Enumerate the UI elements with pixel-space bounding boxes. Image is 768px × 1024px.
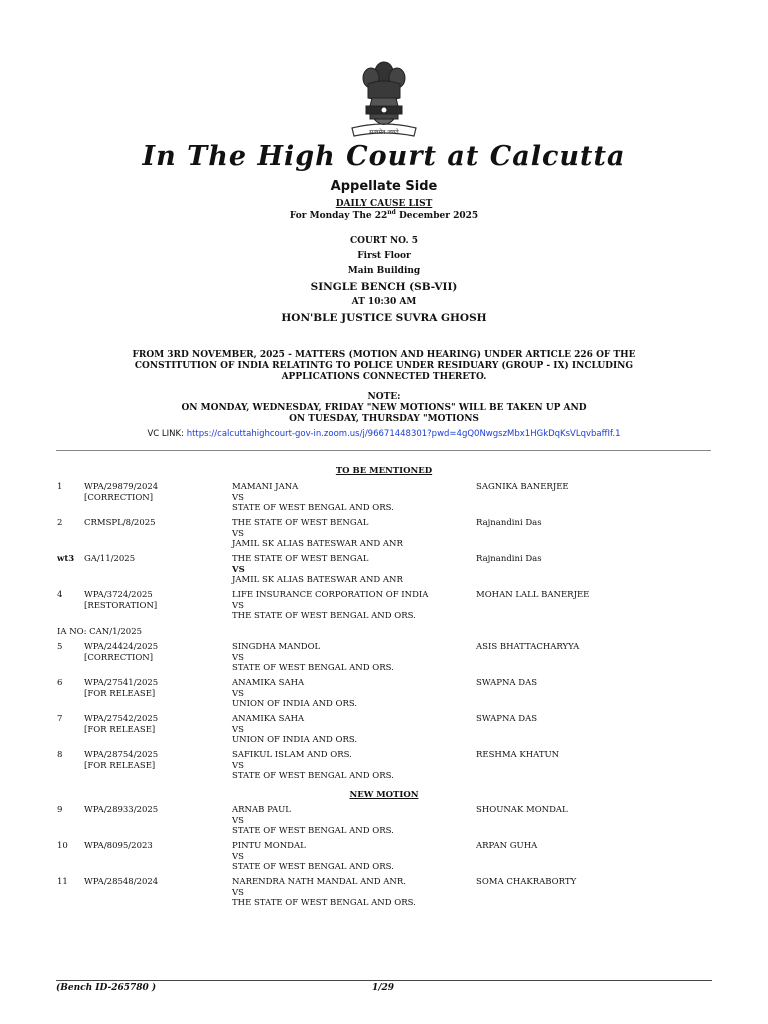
side-title: Appellate Side [330, 179, 438, 194]
court-number: COURT NO. 5 [349, 236, 419, 246]
ia-number: IA NO: CAN/1/2025 [57, 627, 143, 637]
emblem-motto: सत्यमेव जयते [369, 129, 399, 136]
building: Main Building [347, 266, 421, 276]
vc-label: VC LINK: [147, 429, 187, 439]
national-emblem-icon [344, 58, 424, 144]
floor: First Floor [357, 251, 411, 261]
cause-list-page: सत्यमेव जयते In The High Court at Calcutta Appellate Side DAILY CAUSE LIST For Monday The 22nd December 2025 COURT NO. 5 First Floor Main Building SINGLE BENCH (SB-VII) AT 10:30 AM HON'BLE JUSTICE SUVRA GHOSH FROM 3RD NOVEMBER, 2025 - MATTERS (MOTION AND HEARING) UNDER ARTICLE 226 OF THE CONSTITUTION OF INDIA RELATINTG TO POLICE UNDER RESIDUARY (GROUP - IX) INCLUDING APPLICATIONS CONNECTED THERETO. NOTE: ON MONDAY, WEDNESDAY, FRIDAY "NEW MOTIONS" WILL BE TAKEN UP AND ON TUESDAY, THURSDAY "MOTIONS VC LINK: https://calcuttahighcourt-gov-in.zoom.us/j/96671448301?pwd=4gQ0NwgszMbx1HGkDqKsVLqvbaffIf.1 TO BE MENTIONED 1 WPA/29879/2024 [CORRECTION] MAMANI JANA VS STATE OF WEST BENGAL AND ORS. SAGNIKA BANERJEE 2 CRMSPL/8/2025 THE STATE OF WEST BENGAL VS JAMIL SK ALIAS BATESWAR AND ANR Rajnandini Das wt3 GA/11/2025 THE STATE OF WEST BENGAL VS JAMIL SK ALIAS BATESWAR AND ANR Rajnandini Das 4 WPA/3724/2025 [RESTORATION] LIFE INSURANCE CORPORATION OF INDIA VS THE STATE OF WEST BENGAL AND ORS. MOHAN LALL BANERJEE IA NO: CAN/1/2025 5 WPA/24424/2025 [CORRECTION] SINGDHA MANDOL VS STATE OF WEST BENGAL AND ORS. ASIS BHATTACHARYYA 6 WPA/27541/2025 [FOR RELEASE] ANAMIKA SAHA VS UNION OF INDIA AND ORS. SWAPNA DAS 7 WPA/27542/2025 [FOR RELEASE] ANAMIKA SAHA VS UNION OF INDIA AND ORS. SWAPNA DAS 8 WPA/28754/2025 [FOR RELEASE] SAFIKUL ISLAM AND ORS. VS STATE OF WEST BENGAL AND ORS. RESHMA KHATUN NEW MOTION 9 WPA/28933/2025 ARNAB PAUL VS STATE OF WEST BENGAL AND ORS. SHOUNAK MONDAL 10 WPA/8095/2023 PINTU MONDAL VS STATE OF WEST BENGAL AND ORS. ARPAN GUHA 11 WPA/28548/2024 NARENDRA NATH MANDAL AND ANR. VS THE STATE OF WEST BENGAL AND ORS. SOMA CHAKRABORTY (Bench ID-265780 ) 1/29 [0, 0, 768, 1024]
note-text: NOTE: ON MONDAY, WEDNESDAY, FRIDAY "NEW MOTIONS" WILL BE TAKEN UP AND ON TUESDAY, THURSDAY "MOTIONS [181, 392, 587, 424]
section-new-motion: NEW MOTION [349, 790, 419, 800]
bench-name: SINGLE BENCH (SB-VII) [310, 281, 458, 293]
footer-divider [56, 980, 712, 981]
vc-link-line [0, 429, 768, 439]
divider [56, 450, 711, 451]
section-to-be-mentioned: TO BE MENTIONED [335, 466, 433, 476]
bench-id: (Bench ID-265780 ) [56, 983, 157, 993]
judge-name: HON'BLE JUSTICE SUVRA GHOSH [281, 312, 487, 324]
sitting-time: AT 10:30 AM [351, 297, 417, 307]
list-type: DAILY CAUSE LIST [335, 199, 433, 209]
vc-link[interactable]: https://calcuttahighcourt-gov-in.zoom.us/j/96671448301?pwd=4gQ0NwgszMbx1HGkDqKsVLqvbaffIf.1 [186, 429, 621, 439]
court-name: In The High Court at Calcutta [142, 141, 626, 172]
notice-text: FROM 3RD NOVEMBER, 2025 - MATTERS (MOTION AND HEARING) UNDER ARTICLE 226 OF THE CONSTITUTION OF INDIA RELATINTG TO POLICE UNDER RESIDUARY (GROUP - IX) INCLUDING APPLICATIONS CONNECTED THERETO. [132, 350, 636, 382]
list-date: For Monday The 22nd December 2025 [289, 209, 479, 221]
page-number: 1/29 [372, 983, 395, 993]
